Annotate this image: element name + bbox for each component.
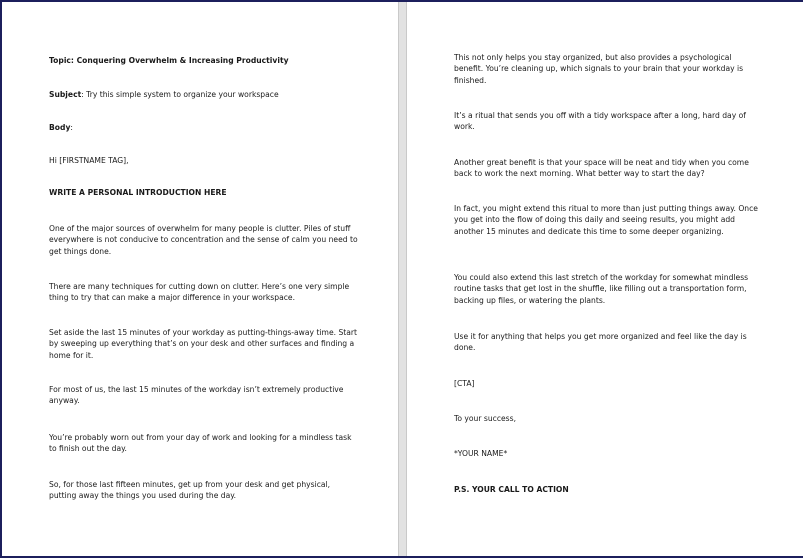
ps-line: P.S. YOUR CALL TO ACTION — [454, 485, 569, 494]
page-gutter — [398, 2, 407, 556]
signoff: To your success, — [454, 414, 517, 423]
paragraph: One of the major sources of overwhelm for many people is clutter. Piles of stuff everywhere is not conducive to concentration and the sense of calm you need to get things done. — [49, 224, 358, 256]
paragraph: For most of us, the last 15 minutes of the workday isn’t extremely productive anyway. — [49, 385, 344, 406]
subject-label: Subject — [49, 90, 82, 99]
topic-line: Topic: Conquering Overwhelm & Increasing Productivity — [49, 56, 289, 65]
paragraph: So, for those last fifteen minutes, get up from your desk and get physical, putting away the things you used during the day. — [49, 480, 331, 501]
paragraph: It’s a ritual that sends you off with a tidy workspace after a long, hard day of work. — [454, 111, 746, 132]
paragraph: In fact, you might extend this ritual to more than just putting things away. Once you get into the flow of doing this daily and seeing results, you might add another 15 minutes and dedicate this time to some deeper organizing. — [454, 204, 758, 236]
greeting: Hi [FIRSTNAME TAG], — [49, 156, 129, 165]
body-label: Body — [49, 123, 71, 132]
cta-placeholder: [CTA] — [454, 379, 475, 388]
paragraph: You’re probably worn out from your day of work and looking for a mindless task to finish out the day. — [49, 433, 352, 454]
paragraph: You could also extend this last stretch of the workday for somewhat mindless routine tasks that get lost in the shuffle, like filling out a transportation form, backing up files, or watering the plants. — [454, 273, 749, 305]
subject-line — [49, 89, 359, 100]
page-right — [407, 2, 803, 556]
body-colon: : — [70, 123, 73, 132]
paragraph: This not only helps you stay organized, but also provides a psychological benefit. You’re cleaning up, which signals to your brain that your workday is finished. — [454, 53, 744, 85]
paragraph: Use it for anything that helps you get more organized and feel like the day is done. — [454, 332, 747, 353]
paragraph: Set aside the last 15 minutes of your workday as putting-things-away time. Start by sweeping up everything that’s on your desk and other surfaces and finding a home for it. — [49, 328, 357, 360]
body-line — [49, 122, 359, 133]
paragraph: There are many techniques for cutting down on clutter. Here’s one very simple thing to try that can make a major difference in your workspace. — [49, 282, 350, 303]
subject-text: : Try this simple system to organize your workspace — [81, 90, 279, 99]
sender-name: *YOUR NAME* — [454, 449, 508, 458]
page-left — [2, 2, 398, 556]
paragraph: Another great benefit is that your space will be neat and tidy when you come back to work the next morning. What better way to start the day? — [454, 158, 749, 179]
intro-heading: WRITE A PERSONAL INTRODUCTION HERE — [49, 188, 227, 197]
